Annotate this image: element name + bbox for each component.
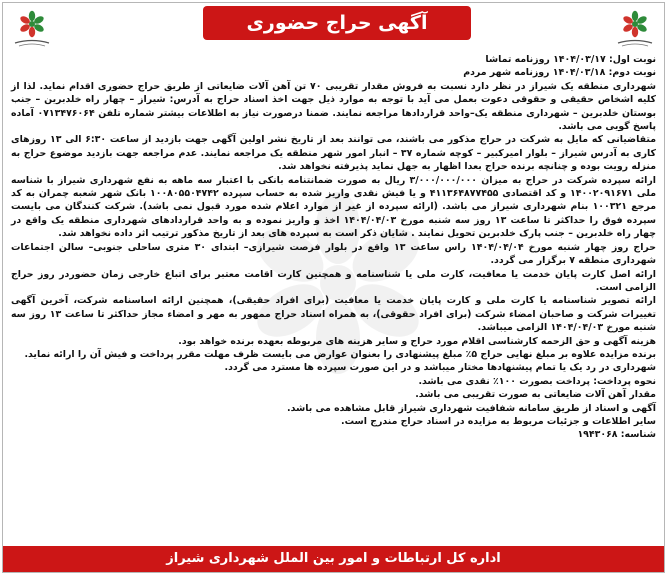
- advertisement-page: [2, 2, 665, 573]
- paragraph-transparency: آگهی و اسناد از طریق سامانه شفافیت شهرداری شیراز قابل مشاهده می باشد.: [287, 402, 656, 414]
- identifier: شناسه: ۱۹۴۳۰۶۸: [577, 429, 656, 441]
- paragraph-quantity: مقدار آهن آلات ضایعاتی به صورت تقریبی می باشد.: [415, 389, 656, 401]
- paragraph-costs: هزینه آگهی و حق الزحمه کارشناسی اقلام مورد حراج و سایر هزینه های مربوطه بعهده برنده خواهد بود.: [178, 335, 656, 347]
- paragraph-id-cards: ارائه اصل کارت پایان خدمت یا معافیت، کارت ملی یا شناسنامه و همچنین کارت اقامت معتبر برای اتباع خارجی زمان حضوردر روز حراج الزامی است.: [11, 268, 656, 293]
- paragraph-rejection: شهرداری در رد یک یا تمام پیشنهادها مختار میباشد و در این صورت سپرده ها مسترد می گردد.: [224, 362, 656, 374]
- advertisement-body: [3, 53, 664, 442]
- paragraph-documents: ارائه تصویر شناسنامه یا کارت ملی و کارت پایان خدمت یا معافیت (برای افراد حقیقی)، همچنین ارائه اساسنامه شرکت، آخرین آگهی تغییرات شرکت و صاحبان امضاء شرکت (برای افراد حقوقی)، به همراه اسناد حراج ممهور به مهر و امضاء مجاز حداکثر تا ساعت ۱۳ روز سه شنبه مورخ ۱۴۰۴/۰۴/۰۳ الزامی میباشد.: [11, 295, 656, 334]
- paragraph-auction-date: حراج روز چهار شنبه مورخ ۱۴۰۴/۰۴/۰۴ راس ساعت ۱۳ واقع در بلوار فرصت شیرازی– ابتدای ۳۰ متری ساحلی جنوبی– سالن اجتماعات شهرداری منطقه ۷ برگزار می گردد.: [11, 241, 656, 267]
- paragraph-fees: برنده مزایده علاوه بر مبلغ نهایی حراج ۵٪ مبلغ پیشنهادی را بعنوان عوارض می بایست ظرف مهلت مقرر پرداخت و فیش آن را ارائه نماید.: [24, 348, 656, 360]
- municipality-logo-right: [612, 9, 658, 49]
- first-publication: نوبت اول: ۱۴۰۴/۰۳/۱۷ روزنامه تماشا: [485, 54, 656, 65]
- paragraph-visit: متقاضیانی که مایل به شرکت در حراج مذکور می باشند، می توانند بعد از تاریخ نشر اولین آگهی جهت بازدید از ساعت ۶:۳۰ الی ۱۳ روزهای کاری به آدرس شیراز – بلوار امیرکبیر – کوچه شماره ۳۷ – انبار امور شهر منطقه یک مراجعه نمایند. عدم مراجعه جهت بازدید موضوع حراج به منزله رویت بوده و چنانچه برنده حراج بعدا اظهار به جهل نماید پذیرفته نخواهد شد.: [11, 134, 657, 173]
- paragraph-deposit: ارائه سپرده شرکت در حراج به میزان ۳/۰۰۰/۰۰۰/۰۰۰ ریال به صورت ضمانتنامه بانکی با اعتبار سه ماهه به نفع شهرداری شیراز با شناسه ملی ۱۴۰۰۲۰۹۱۶۷۱ و کد اقتصادی ۴۱۱۳۶۴۸۷۷۴۵۵ و یا فیش نقدی واریز شده به حساب سپرده ۱۰۰۸۰۵۵۰۴۷۴۲ بانک شهر شعبه چمران به کد مرجع ۱۰۰۳۲۱ بنام شهرداری شیراز می باشد. (ارائه سپرده از غیر از موارد اعلام شده مورد قبول نمی باشد). شرکت کنندگان می بایست سپرده فوق را حداکثر تا ساعت ۱۳ روز سه شنبه مورخ ۱۴۰۴/۰۴/۰۳ اخذ و واریز نموده و به واحد قراردادهای شهرداری منطقه یک واقع در چهار راه خلدبرین – جنب پارک خلدبرین تحویل نمایند . شایان ذکر است به سپرده های بعد از تاریخ مذکور ترتیب اثر داده نخواهد شد.: [11, 174, 657, 240]
- paragraph-payment: نحوه پرداخت: پرداخت بصورت ۱۰۰٪ نقدی می باشد.: [418, 375, 656, 387]
- second-publication: نوبت دوم: ۱۴۰۴/۰۳/۱۸ روزنامه شهر مردم: [463, 67, 656, 79]
- paragraph-intro: شهرداری منطقه یک شیراز در نظر دارد نسبت به فروش مقدار تقریبی ۷۰ تن آهن آلات ضایعاتی از طریق حراج حضوری اقدام نماید. لذا از کلیه اشخاص حقیقی و حقوقی دعوت بعمل می آید با توجه به موارد ذیل جهت اخذ اسناد حراج به آدرس: شیراز – چهار راه خلدبرین – جنب بوستان خلدبرین – شهرداری منطقه یک–واحد قراردادها مراجعه نمایند. ضمنا درصورت نیاز به اطلاعات بیشتر شماره تلفن ۰۷۱۳۴۷۶۰۶۴ آماده پاسخ گویی می باشد.: [11, 80, 656, 133]
- page-title: آگهی حراج حضوری ۱۶۹-۱۴۰۴: [203, 6, 471, 40]
- footer-banner: اداره کل ارتباطات و امور بین الملل شهرداری شیراز: [3, 546, 664, 572]
- paragraph-other: سایر اطلاعات و جزئیات مربوط به مزایده در اسناد حراج مندرج است.: [341, 415, 656, 427]
- municipality-logo-left: [9, 9, 55, 49]
